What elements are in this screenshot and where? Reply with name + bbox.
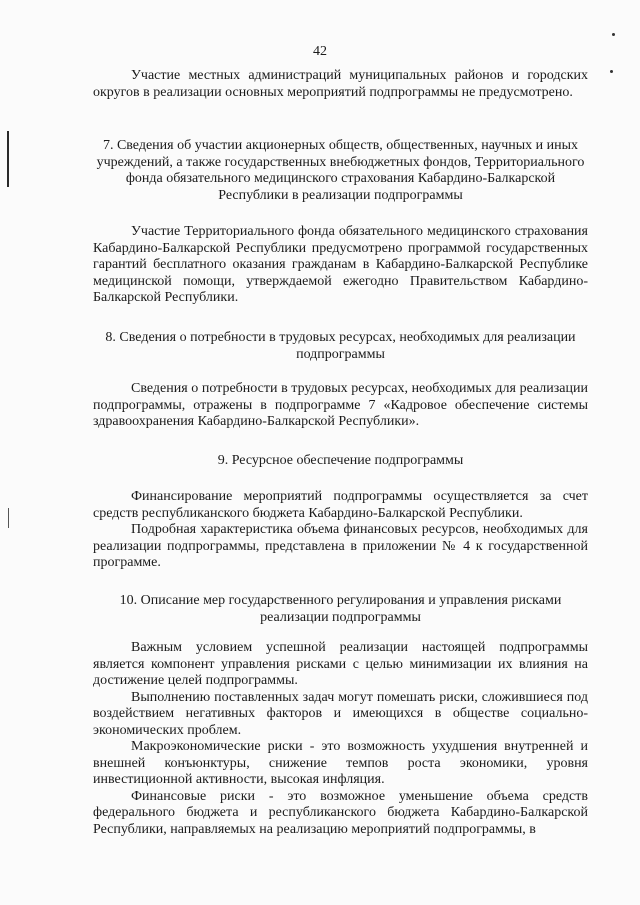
heading-text: 10. Описание мер государственного регулирования и управления рисками реализации подпрограммы	[119, 593, 562, 625]
heading-text: 9. Ресурсное обеспечение подпрограммы	[217, 453, 464, 468]
heading-text: 7. Сведения об участии акционерных обществ, общественных, научных и иных учреждений, а также государственных внебюджетных фондов, Территориального фонда обязательного медицинского страхования Кабардино-Балкарской Республики в реализации подпрограммы	[96, 138, 585, 203]
paragraph: Финансирование мероприятий подпрограммы осуществляется за счет средств республиканского бюджета Кабардино-Балкарской Республики.	[93, 489, 588, 521]
section-9-heading	[93, 453, 588, 470]
scan-speck	[612, 33, 615, 36]
section-7-body	[93, 224, 588, 307]
paragraph: Финансовые риски - это возможное уменьшение объема средств федерального бюджета и республиканского бюджета Кабардино-Балкарской Республики, направляемых на реализацию мероприятий подпрограммы, в	[93, 788, 588, 837]
page-number: 42	[313, 44, 327, 59]
paragraph: Участие местных администраций муниципальных районов и городских округов в реализации основных мероприятий подпрограммы не предусмотрено.	[93, 68, 588, 100]
paragraph: Выполнению поставленных задач могут помешать риски, сложившиеся под воздействием негативных факторов и имеющихся в обществе социально-экономических проблем.	[93, 689, 588, 738]
paragraph: Важным условием успешной реализации настоящей подпрограммы является компонент управления рисками с целью минимизации их влияния на достижение целей подпрограммы.	[93, 640, 588, 688]
section-8-heading	[93, 330, 588, 363]
section-9-body	[93, 489, 588, 572]
scan-speck-2	[610, 70, 613, 73]
paragraph: Участие Территориального фонда обязательного медицинского страхования Кабардино-Балкарской Республики предусмотрено программой государственных гарантий бесплатного оказания гражданам в Кабардино-Балкарской Республике медицинской помощи, утверждаемой ежегодно Правительством Кабардино-Балкарской Республики.	[93, 224, 588, 305]
intro-paragraph	[93, 68, 588, 101]
paragraph: Подробная характеристика объема финансовых ресурсов, необходимых для реализации подпрограммы, представлена в приложении № 4 к государственной программе.	[93, 522, 588, 570]
section-10-heading	[93, 593, 588, 626]
section-8-body	[93, 381, 588, 431]
heading-text: 8. Сведения о потребности в трудовых ресурсах, необходимых для реализации подпрограммы	[105, 330, 576, 362]
section-7-heading	[93, 138, 588, 204]
paragraph: Сведения о потребности в трудовых ресурсах, необходимых для реализации подпрограммы, отражены в подпрограмме 7 «Кадровое обеспечение системы здравоохранения Кабардино-Балкарской Республики».	[93, 381, 588, 429]
paragraph: Макроэкономические риски - это возможность ухудшения внутренней и внешней конъюнктуры, снижение темпов роста экономики, уровня инвестиционной активности, высокая инфляция.	[93, 739, 588, 787]
scan-margin-mark	[7, 131, 9, 187]
section-10-body	[93, 640, 588, 838]
scan-margin-mark-2	[8, 508, 9, 528]
